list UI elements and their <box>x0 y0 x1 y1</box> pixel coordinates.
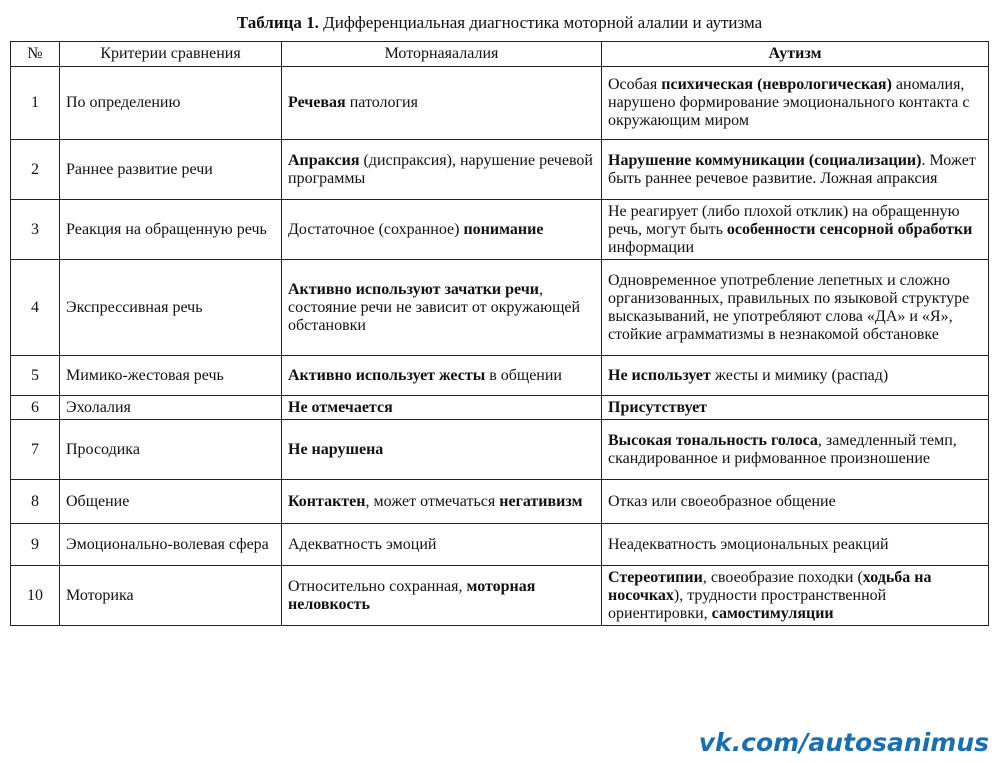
row-number: 6 <box>11 396 60 420</box>
autism-text-segment: психическая (неврологическая) <box>661 76 892 93</box>
header-criteria: Критерии сравнения <box>60 42 282 67</box>
autism-cell <box>602 566 989 626</box>
header-alalia: Моторнаяалалия <box>282 42 602 67</box>
table-row <box>11 524 989 566</box>
criteria-cell: Мимико-жестовая речь <box>60 356 282 396</box>
autism-text-segment: . Может быть раннее речевое развитие. Ложная апраксия <box>608 151 976 187</box>
autism-text-segment: Особая <box>608 76 662 93</box>
autism-text-segment: Стереотипии <box>608 568 703 586</box>
autism-text-segment: аномалия, нарушено формирование эмоционального контакта с окружающим миром <box>608 76 970 129</box>
autism-text-segment: Одновременное употребление лепетных и сложно организованных, правильных по языковой структуре высказываний, не употребляют слова «ДА» и «Я», стойкие аграмматизмы в незнакомой обстановке <box>608 271 970 343</box>
header-num: № <box>11 42 60 67</box>
autism-cell <box>602 140 989 200</box>
alalia-text-segment: моторная неловкость <box>288 577 536 613</box>
watermark: vk.com/autosanimus <box>698 728 989 757</box>
criteria-cell: По определению <box>60 67 282 140</box>
alalia-cell <box>282 420 602 480</box>
table-row <box>11 396 989 420</box>
comparison-table <box>10 41 989 626</box>
autism-text-segment: , замедленный темп, скандированное и рифмованное произношение <box>608 431 957 467</box>
row-number: 9 <box>11 524 60 566</box>
alalia-text-segment: Активно использует жесты <box>288 366 486 384</box>
alalia-cell <box>282 566 602 626</box>
header-autism: Аутизм <box>602 42 989 67</box>
autism-text-segment: Присутствует <box>608 398 708 416</box>
autism-text-segment: Отказ или своеобразное общение <box>608 492 836 510</box>
alalia-cell <box>282 67 602 140</box>
autism-cell <box>602 480 989 524</box>
autism-text-segment: Неадекватность эмоциональных реакций <box>608 535 889 553</box>
table-row <box>11 67 989 140</box>
autism-cell <box>602 420 989 480</box>
autism-cell <box>602 67 989 140</box>
row-number: 1 <box>11 67 60 140</box>
criteria-cell: Просодика <box>60 420 282 480</box>
alalia-text-segment: патология <box>345 94 418 111</box>
alalia-text-segment: (диспраксия), нарушение речевой программы <box>288 151 593 187</box>
autism-cell <box>602 396 989 420</box>
alalia-text-segment: в общении <box>485 366 562 384</box>
alalia-text-segment: понимание <box>463 220 544 238</box>
table-row <box>11 480 989 524</box>
alalia-text-segment: Адекватность эмоций <box>288 535 437 553</box>
table-row <box>11 566 989 626</box>
table-row <box>11 356 989 396</box>
row-number: 2 <box>11 140 60 200</box>
row-number: 7 <box>11 420 60 480</box>
alalia-cell <box>282 356 602 396</box>
alalia-cell <box>282 480 602 524</box>
caption-label: Таблица 1. <box>236 13 319 32</box>
criteria-cell: Эхолалия <box>60 396 282 420</box>
autism-text-segment: ), трудности пространственной ориентировки, <box>608 586 887 622</box>
criteria-cell: Экспрессивная речь <box>60 260 282 356</box>
row-number: 10 <box>11 566 60 626</box>
table-caption <box>0 13 999 33</box>
row-number: 4 <box>11 260 60 356</box>
row-number: 3 <box>11 200 60 260</box>
criteria-cell: Раннее развитие речи <box>60 140 282 200</box>
alalia-text-segment: Апраксия <box>288 151 360 169</box>
autism-text-segment: , своеобразие походки ( <box>702 568 863 586</box>
autism-text-segment: ходьба на носочках <box>608 568 932 604</box>
alalia-text-segment: негативизм <box>499 492 583 510</box>
autism-cell <box>602 356 989 396</box>
header-row <box>11 42 989 67</box>
autism-text-segment: Нарушение коммуникации (социализации) <box>608 151 922 169</box>
autism-text-segment: Высокая тональность голоса <box>608 431 818 449</box>
caption-title: Дифференциальная диагностика моторной алалии и аутизма <box>323 13 763 32</box>
autism-cell <box>602 524 989 566</box>
alalia-text-segment: Активно используют зачатки речи <box>288 280 539 298</box>
table-row <box>11 420 989 480</box>
table-row <box>11 200 989 260</box>
autism-text-segment: самостимуляции <box>711 604 834 622</box>
autism-text-segment: информации <box>608 238 695 256</box>
row-number: 8 <box>11 480 60 524</box>
autism-text-segment: Не реагирует (либо плохой отклик) на обращенную речь, могут быть <box>608 202 960 238</box>
autism-text-segment: жесты и мимику (распад) <box>710 366 889 384</box>
criteria-cell: Эмоционально-волевая сфера <box>60 524 282 566</box>
alalia-text-segment: Не нарушена <box>288 440 384 458</box>
row-number: 5 <box>11 356 60 396</box>
autism-cell <box>602 260 989 356</box>
alalia-cell <box>282 260 602 356</box>
table-row <box>11 140 989 200</box>
alalia-cell <box>282 524 602 566</box>
alalia-text-segment: Относительно сохранная, <box>288 577 467 595</box>
alalia-text-segment: , состояние речи не зависит от окружающей обстановки <box>288 280 581 334</box>
criteria-cell: Моторика <box>60 566 282 626</box>
alalia-text-segment: Достаточное (сохранное) <box>288 220 464 238</box>
alalia-text-segment: Речевая <box>288 94 346 111</box>
alalia-text-segment: , может отмечаться <box>365 492 500 510</box>
table-row <box>11 260 989 356</box>
autism-text-segment: особенности сенсорной обработки <box>726 220 973 238</box>
alalia-cell <box>282 140 602 200</box>
alalia-cell <box>282 396 602 420</box>
autism-text-segment: Не использует <box>608 366 711 384</box>
alalia-text-segment: Не отмечается <box>288 398 393 416</box>
autism-cell <box>602 200 989 260</box>
criteria-cell: Реакция на обращенную речь <box>60 200 282 260</box>
alalia-text-segment: Контактен <box>288 492 366 510</box>
alalia-cell <box>282 200 602 260</box>
criteria-cell: Общение <box>60 480 282 524</box>
